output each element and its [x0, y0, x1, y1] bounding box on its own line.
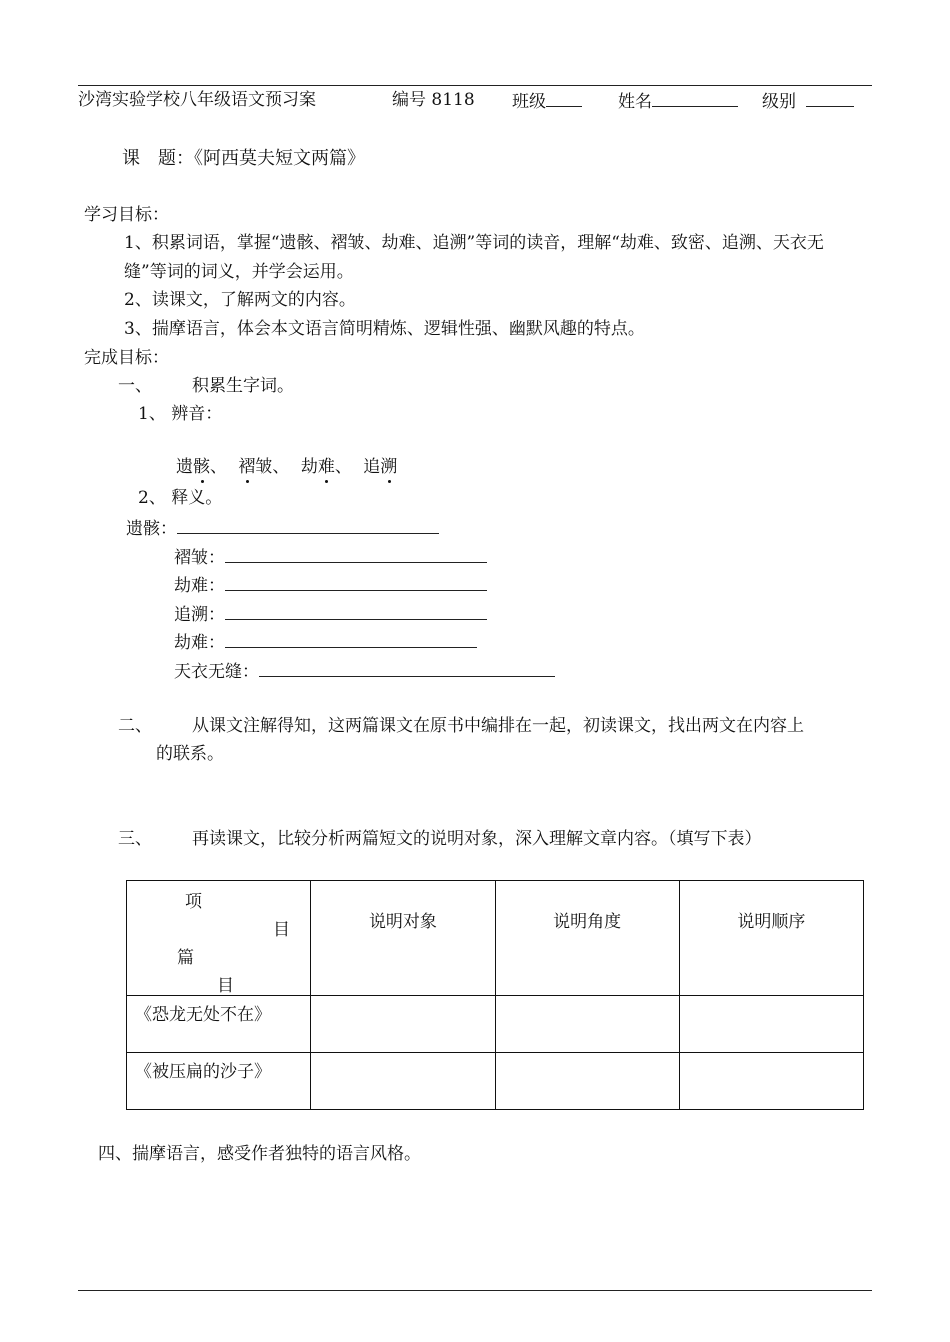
section-1-text: 积累生字词。 — [192, 376, 294, 396]
section-1-1: 1、 辨音： — [138, 404, 223, 424]
goal-1-line2: 缝”等词的词义，并学会运用。 — [124, 262, 354, 282]
class-blank[interactable] — [546, 90, 582, 107]
header-top-rule — [78, 85, 872, 86]
table-cell[interactable] — [495, 1053, 679, 1110]
define-row-2 — [174, 546, 487, 568]
section-3-text: 再读课文，比较分析两篇短文的说明对象，深入理解文章内容。（填写下表） — [192, 829, 762, 849]
goal-1-line1: 1、积累词语，掌握“遗骸、褶皱、劫难、追溯”等词的读音，理解“劫难、致密、追溯、天衣无 — [124, 233, 824, 253]
header-class — [512, 90, 582, 112]
define-blank[interactable] — [225, 603, 487, 620]
level-label: 级别 — [762, 92, 796, 112]
word-zhezhou: 褶皱、 — [238, 457, 290, 477]
section-1-number: 一、 — [118, 376, 152, 396]
table-cell[interactable] — [311, 1053, 495, 1110]
table-row — [127, 1053, 864, 1110]
define-row-6 — [174, 660, 555, 682]
column-header: 说明角度 — [495, 881, 679, 996]
table-cell[interactable] — [679, 996, 863, 1053]
page-title: 课 题：《阿西莫夫短文两篇》 — [122, 148, 365, 169]
define-label: 褶皱： — [174, 548, 225, 568]
table-cell[interactable] — [679, 1053, 863, 1110]
emphasis-dot: 褶 — [238, 457, 256, 477]
goal-3: 3、揣摩语言，体会本文语言简明精炼、逻辑性强、幽默风趣的特点。 — [124, 319, 645, 339]
define-label: 追溯： — [174, 605, 225, 625]
header-level — [762, 90, 854, 112]
comparison-table — [126, 880, 864, 1110]
name-blank[interactable] — [652, 90, 738, 107]
define-blank[interactable] — [225, 546, 487, 563]
emphasis-dot: 溯 — [380, 457, 398, 477]
define-blank[interactable] — [177, 517, 439, 534]
word-zhuisu: 追溯 — [363, 457, 398, 477]
level-blank[interactable] — [806, 90, 854, 107]
header-number: 编号 8118 — [392, 90, 475, 110]
table-row — [127, 996, 864, 1053]
table-corner-cell — [127, 881, 311, 996]
define-row-4 — [174, 603, 487, 625]
emphasis-dot: 骸 — [193, 457, 210, 477]
column-header: 说明对象 — [311, 881, 495, 996]
emphasis-dot: 难 — [317, 457, 335, 477]
define-row-5 — [174, 631, 477, 653]
word-yihai: 遗骸、 — [176, 457, 227, 477]
goals-heading: 学习目标： — [84, 205, 169, 225]
class-label: 班级 — [512, 92, 546, 112]
header-name — [618, 90, 738, 112]
section-4-text: 四、揣摩语言，感受作者独特的语言风格。 — [98, 1144, 421, 1164]
corner-label: 篇 — [177, 948, 194, 968]
tasks-heading: 完成目标： — [84, 348, 169, 368]
define-row-3 — [174, 574, 487, 596]
goal-2: 2、读课文，了解两文的内容。 — [124, 290, 356, 310]
column-header: 说明顺序 — [679, 881, 863, 996]
table-header-row — [127, 881, 864, 996]
define-label: 劫难： — [174, 633, 225, 653]
name-label: 姓名 — [618, 92, 652, 112]
section-2-number: 二、 — [118, 716, 152, 736]
header-school: 沙湾实验学校八年级语文预习案 — [78, 90, 316, 110]
corner-label: 目 — [217, 976, 234, 996]
corner-label: 目 — [273, 920, 290, 940]
word-jienan: 劫难、 — [300, 457, 352, 477]
define-blank[interactable] — [259, 660, 555, 677]
define-blank[interactable] — [225, 574, 487, 591]
pronunciation-words — [176, 457, 397, 477]
define-blank[interactable] — [225, 631, 477, 648]
define-row-1 — [126, 517, 439, 539]
define-label: 天衣无缝： — [174, 662, 259, 682]
section-1-2: 2、 释义。 — [138, 488, 223, 508]
table-cell[interactable] — [495, 996, 679, 1053]
corner-label: 项 — [185, 892, 202, 912]
define-label: 劫难： — [174, 576, 225, 596]
define-label: 遗骸： — [126, 519, 177, 539]
section-2-line1: 从课文注解得知，这两篇课文在原书中编排在一起，初读课文，找出两文在内容上 — [192, 716, 804, 736]
table-cell[interactable] — [311, 996, 495, 1053]
section-3-number: 三、 — [118, 829, 152, 849]
row-title: 《被压扁的沙子》 — [127, 1053, 311, 1110]
section-2-line2: 的联系。 — [156, 744, 224, 764]
footer-rule — [78, 1290, 872, 1291]
row-title: 《恐龙无处不在》 — [127, 996, 311, 1053]
